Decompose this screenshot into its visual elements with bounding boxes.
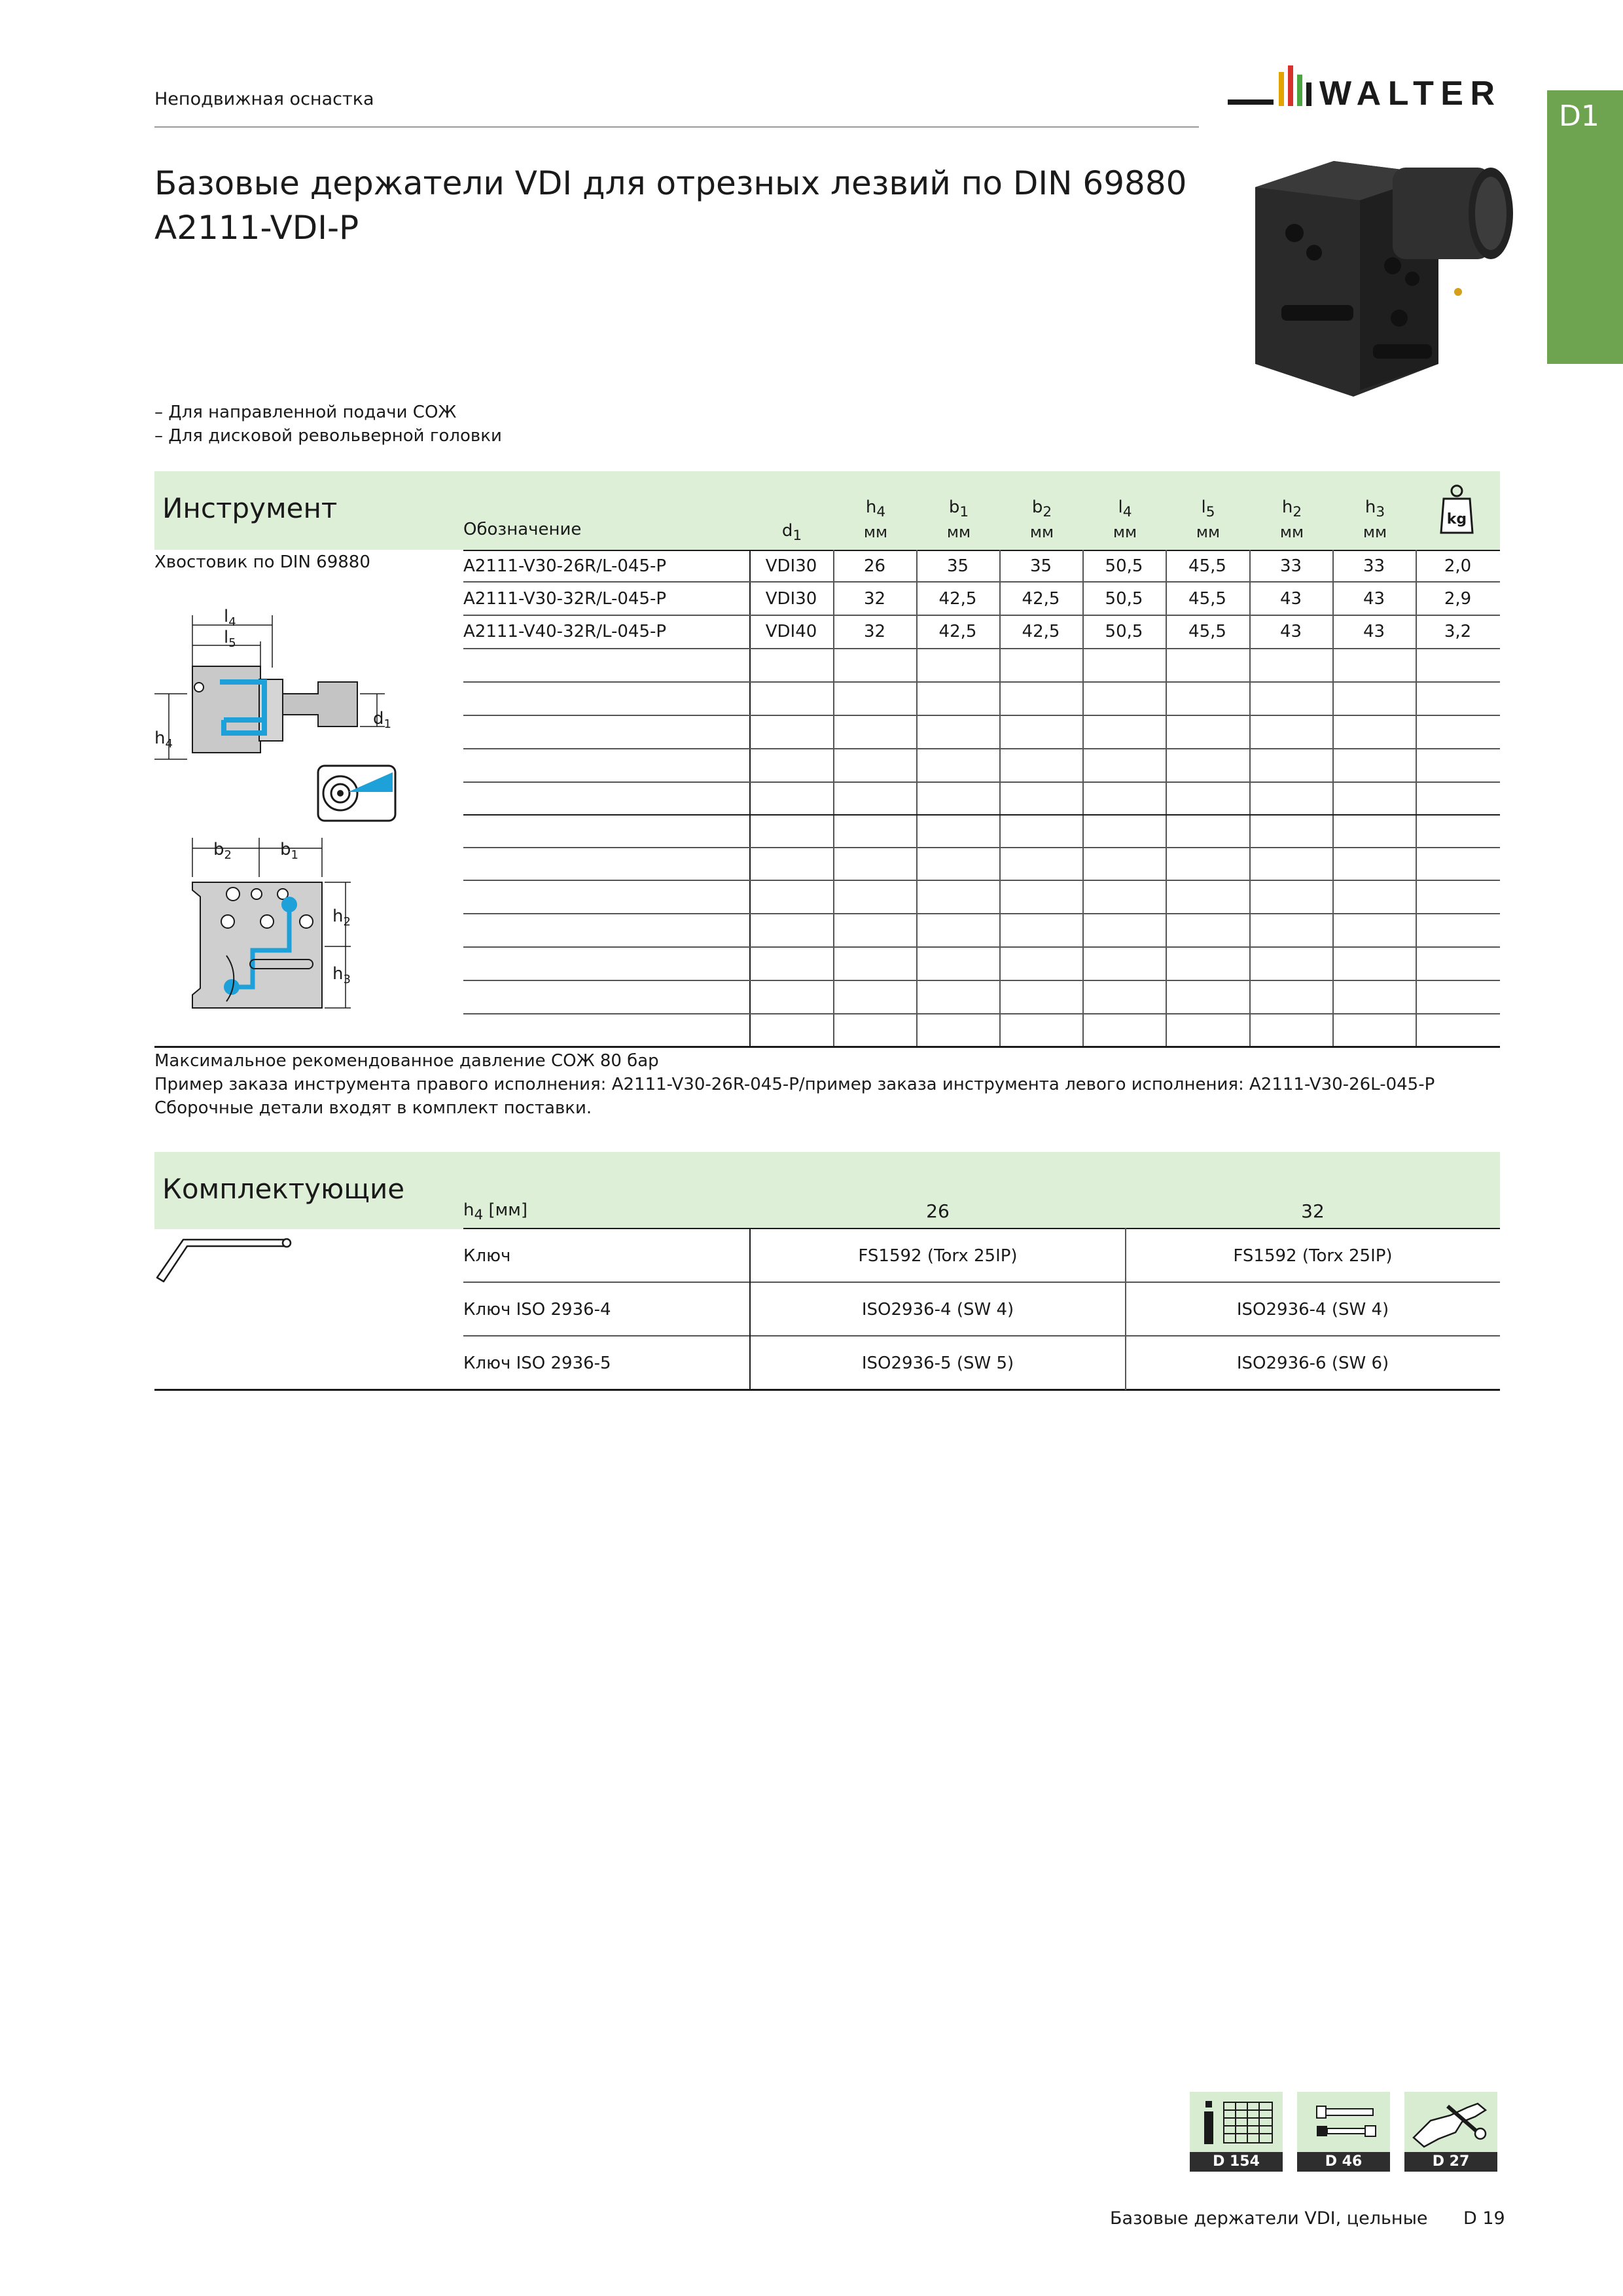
tool-section-title: Инструмент xyxy=(162,492,338,524)
col-header-l5: $l_5$ мм xyxy=(1196,497,1221,542)
cell-b1: 42,5 xyxy=(938,622,977,641)
page-title-line2: A2111-VDI-P xyxy=(154,209,359,247)
cell-h3: 43 xyxy=(1363,589,1385,609)
page-title-line1: Базовые держатели VDI для отрезных лезвий по DIN 69880 xyxy=(154,164,1187,202)
walter-logo xyxy=(1228,60,1503,119)
cell-h4: 32 xyxy=(863,622,886,641)
accessory-value-32: FS1592 (Torx 25IP) xyxy=(1233,1246,1393,1266)
accessory-name: Ключ ISO 2936-4 xyxy=(463,1300,611,1319)
cell-designation: A2111-V30-26R/L-045-P xyxy=(463,556,667,576)
cell-h3: 33 xyxy=(1363,556,1385,576)
cell-h2: 33 xyxy=(1279,556,1302,576)
svg-text:kg: kg xyxy=(1446,511,1467,528)
cell-l4: 50,5 xyxy=(1105,556,1143,576)
info-table-icon xyxy=(1190,2092,1283,2152)
note-coolant-pressure: Максимальное рекомендованное давление СОЖ 80 бар xyxy=(154,1051,659,1071)
cell-d1: VDI40 xyxy=(765,622,817,641)
svg-text:d1: $d_1$ xyxy=(373,709,391,731)
svg-text:h2: $h_2$ xyxy=(332,906,351,929)
accessory-value-26: ISO2936-4 (SW 4) xyxy=(861,1300,1014,1319)
shank-subtitle: Хвостовик по DIN 69880 xyxy=(154,552,370,572)
side-view-drawing xyxy=(154,596,403,825)
reference-label: D 27 xyxy=(1404,2152,1497,2172)
accessory-value-32: ISO2936-4 (SW 4) xyxy=(1236,1300,1389,1319)
svg-text:b2: $b_2$ xyxy=(213,840,232,862)
cell-h3: 43 xyxy=(1363,622,1385,641)
table-row[interactable] xyxy=(463,583,1500,615)
cell-l5: 45,5 xyxy=(1188,589,1226,609)
accessory-value-26: FS1592 (Torx 25IP) xyxy=(858,1246,1018,1266)
walter-logo-text: WALTER xyxy=(1319,75,1497,113)
svg-text:l4: $l_4$ xyxy=(224,607,236,629)
col-header-h2: $h_2$ мм xyxy=(1279,497,1304,542)
reference-link-d27[interactable] xyxy=(1404,2092,1497,2172)
page-title xyxy=(154,161,1186,250)
cell-weight: 2,9 xyxy=(1444,589,1472,609)
cell-l4: 50,5 xyxy=(1105,589,1143,609)
reference-label: D 46 xyxy=(1297,2152,1390,2172)
note-order-example: Пример заказа инструмента правого исполнения: A2111-V30-26R-045-P/пример заказа инструмента левого исполнения: A2111-V30-26L-045-P xyxy=(154,1075,1435,1094)
cell-l5: 45,5 xyxy=(1188,556,1226,576)
col-header-l4: $l_4$ мм xyxy=(1113,497,1137,542)
cell-d1: VDI30 xyxy=(765,556,817,576)
hand-wrench-icon xyxy=(1404,2092,1497,2152)
cell-b2: 42,5 xyxy=(1022,589,1060,609)
chapter-tab[interactable] xyxy=(1547,90,1623,364)
accessory-value-26: ISO2936-5 (SW 5) xyxy=(861,1354,1014,1373)
col-header-b2: $b_2$ мм xyxy=(1029,497,1054,542)
cell-h4: 32 xyxy=(863,589,886,609)
reference-link-d46[interactable] xyxy=(1297,2092,1390,2172)
weight-icon xyxy=(1440,483,1474,535)
reference-label: D 154 xyxy=(1190,2152,1283,2172)
accessories-col-26: 26 xyxy=(926,1200,950,1222)
cell-b2: 35 xyxy=(1029,556,1052,576)
col-header-b1: $b_1$ мм xyxy=(946,497,971,542)
col-header-h4: $h_4$ мм xyxy=(863,497,888,542)
col-header-h3: $h_3$ мм xyxy=(1363,497,1387,542)
svg-text:h3: $h_3$ xyxy=(332,964,351,986)
cell-h2: 43 xyxy=(1279,622,1302,641)
page-number: D 19 xyxy=(1463,2208,1505,2229)
table-row[interactable] xyxy=(463,550,1500,583)
accessories-section-title: Комплектующие xyxy=(162,1173,405,1205)
svg-text:b1: $b_1$ xyxy=(280,840,298,862)
feature-list xyxy=(154,401,502,448)
cell-l4: 50,5 xyxy=(1105,622,1143,641)
cell-d1: VDI30 xyxy=(765,589,817,609)
chapter-tab-label: D1 xyxy=(1559,99,1599,133)
list-item[interactable] xyxy=(463,1283,1500,1335)
cell-h4: 26 xyxy=(863,556,886,576)
table-row[interactable] xyxy=(463,615,1500,648)
accessories-header-label: $h_4$ [мм] xyxy=(463,1200,528,1224)
cell-weight: 2,0 xyxy=(1444,556,1472,576)
cell-b1: 35 xyxy=(946,556,969,576)
front-view-drawing xyxy=(154,831,390,1028)
accessory-name: Ключ xyxy=(463,1246,511,1266)
footer-title: Базовые держатели VDI, цельные xyxy=(1110,2208,1428,2229)
accessory-value-32: ISO2936-6 (SW 6) xyxy=(1236,1354,1389,1373)
cell-designation: A2111-V30-32R/L-045-P xyxy=(463,589,667,609)
col-header-designation: Обозначение xyxy=(463,520,582,539)
cell-weight: 3,2 xyxy=(1444,622,1472,641)
cell-h2: 43 xyxy=(1279,589,1302,609)
cell-designation: A2111-V40-32R/L-045-P xyxy=(463,622,667,641)
section-label: Неподвижная оснастка xyxy=(154,89,374,109)
screw-parts-icon xyxy=(1297,2092,1390,2152)
feature-item: – Для направленной подачи СОЖ xyxy=(154,403,457,422)
feature-item: – Для дисковой револьверной головки xyxy=(154,426,502,446)
cell-b1: 42,5 xyxy=(938,589,977,609)
col-header-d1: $d_1$ xyxy=(781,521,802,545)
header-rule xyxy=(154,126,1199,128)
reference-link-d154[interactable] xyxy=(1190,2092,1283,2172)
note-assembly-parts: Сборочные детали входят в комплект поставки. xyxy=(154,1098,592,1118)
product-photo xyxy=(1242,148,1526,407)
svg-text:h4: $h_4$ xyxy=(154,728,173,751)
hex-key-icon xyxy=(152,1230,293,1285)
accessory-name: Ключ ISO 2936-5 xyxy=(463,1354,611,1373)
svg-text:l5: $l_5$ xyxy=(224,628,236,650)
accessories-col-32: 32 xyxy=(1301,1200,1325,1222)
cell-b2: 42,5 xyxy=(1022,622,1060,641)
list-item[interactable] xyxy=(463,1336,1500,1389)
list-item[interactable] xyxy=(463,1229,1500,1282)
cell-l5: 45,5 xyxy=(1188,622,1226,641)
